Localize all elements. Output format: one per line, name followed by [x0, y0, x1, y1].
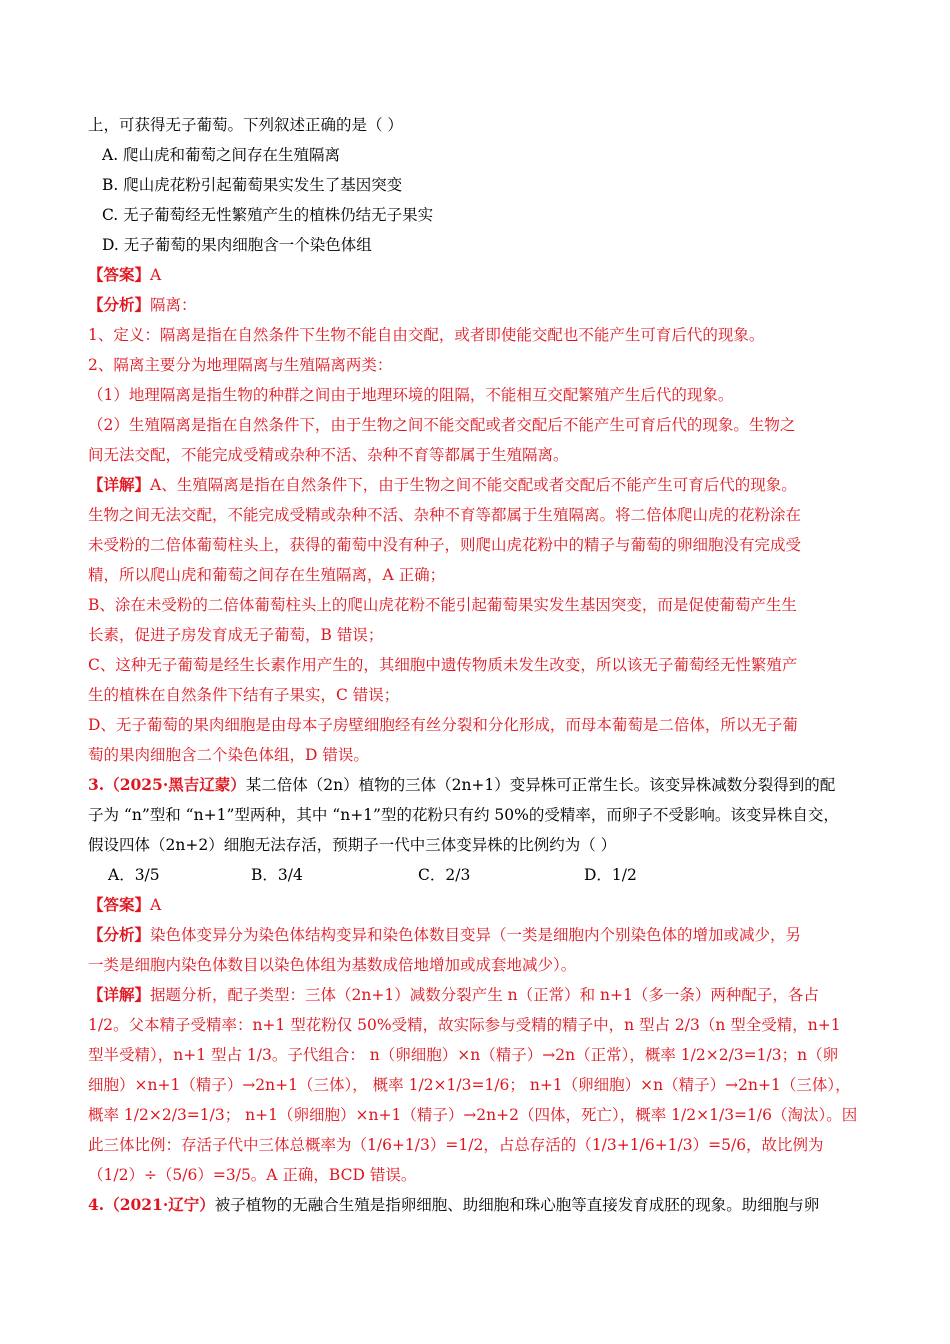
- q3-source: （2025·黑吉辽蒙）: [104, 775, 246, 794]
- q3-detail-line: 概率 1/2×2/3=1/3； n+1（卵细胞）×n+1（精子）→2n+2（四体，死亡），概率 1/2×1/3=1/6（淘汰）。因: [88, 1106, 858, 1124]
- q3-stem-text: 某二倍体（2n）植物的三体（2n+1）变异株可正常生长。该变异株减数分裂得到的配: [245, 776, 836, 794]
- q3-detail-line: （1/2）÷（5/6）=3/5。A 正确，BCD 错误。: [88, 1166, 417, 1184]
- q3-number: 3.: [88, 775, 105, 794]
- q3-option-d: D．1/2: [584, 866, 637, 884]
- q3-stem-first: [88, 770, 868, 800]
- q3-answer: [88, 890, 868, 920]
- analysis-label: 【分析】: [88, 925, 151, 944]
- analysis-text: 染色体变异分为染色体结构变异和染色体数目变异（一类是细胞内个别染色体的增加或减少，另: [150, 926, 802, 944]
- answer-value: A: [150, 266, 162, 284]
- q2-option-d: D. 无子葡萄的果肉细胞含一个染色体组: [102, 236, 372, 254]
- q2-stem-tail: 上，可获得无子葡萄。下列叙述正确的是（ ）: [88, 116, 403, 134]
- q2-detail-line: 未受粉的二倍体葡萄柱头上，获得的葡萄中没有种子，则爬山虎花粉中的精子与葡萄的卵细胞没有完成受: [88, 536, 802, 554]
- q3-option-a: A．3/5: [108, 866, 160, 884]
- q2-detail-line: 萄的果肉细胞含二个染色体组，D 错误。: [88, 746, 369, 764]
- analysis-label: 【分析】: [88, 295, 151, 314]
- document-page: [88, 110, 868, 1220]
- q3-stem-line: 子为 “n”型和 “n+1”型两种，其中 “n+1”型的花粉只有约 50%的受精率，而卵子不受影响。该变异株自交，: [88, 806, 839, 824]
- q3-detail-head: [88, 980, 868, 1010]
- q2-detail-line: 生物之间无法交配，不能完成受精或杂种不活、杂种不育等都属于生殖隔离。将二倍体爬山虎的花粉涂在: [88, 506, 802, 524]
- q2-analysis-line: （1）地理隔离是指生物的种群之间由于地理环境的阻隔，不能相互交配繁殖产生后代的现象。: [88, 386, 734, 404]
- q2-detail-line: C、这种无子葡萄是经生长素作用产生的，其细胞中遗传物质未发生改变，所以该无子葡萄经无性繁殖产: [88, 656, 798, 674]
- detail-text: 据题分析，配子类型：三体（2n+1）减数分裂产生 n（正常）和 n+1（多一条）两种配子，各占: [150, 986, 819, 1004]
- q4-stem-text: 被子植物的无融合生殖是指卵细胞、助细胞和珠心胞等直接发育成胚的现象。助细胞与卵: [214, 1196, 820, 1214]
- q3-detail-line: 此三体比例：存活子代中三体总概率为（1/6+1/3）=1/2，占总存活的（1/3+1/6+1/3）=5/6，故比例为: [88, 1136, 824, 1154]
- q2-detail-line: 长素，促进子房发育成无子葡萄，B 错误；: [88, 626, 384, 644]
- q2-option-a: A. 爬山虎和葡萄之间存在生殖隔离: [102, 146, 341, 164]
- q2-detail-head: [88, 470, 868, 500]
- q3-option-c: C．2/3: [418, 866, 471, 884]
- detail-label: 【详解】: [88, 475, 151, 494]
- q2-answer: [88, 260, 868, 290]
- answer-label: 【答案】: [88, 265, 151, 284]
- q2-detail-line: 生的植株在自然条件下结有子果实，C 错误；: [88, 686, 400, 704]
- q2-detail-line: B、涂在未受粉的二倍体葡萄柱头上的爬山虎花粉不能引起葡萄果实发生基因突变，而是促使葡萄产生生: [88, 596, 797, 614]
- q2-analysis-line: 1、定义：隔离是指在自然条件下生物不能自由交配，或者即使能交配也不能产生可育后代的现象。: [88, 326, 765, 344]
- q3-detail-line: 细胞）×n+1（精子）→2n+1（三体）， 概率 1/2×1/3=1/6； n+1（卵细胞）×n（精子）→2n+1（三体），: [88, 1076, 851, 1094]
- q2-analysis-line: 间无法交配，不能完成受精或杂种不活、杂种不育等都属于生殖隔离。: [88, 446, 569, 464]
- q2-detail-line: D、无子葡萄的果肉细胞是由母本子房壁细胞经有丝分裂和分化形成，而母本葡萄是二倍体，所以无子葡: [88, 716, 798, 734]
- q2-analysis-line: （2）生殖隔离是指在自然条件下，由于生物之间不能交配或者交配后不能产生可育后代的现象。生物之: [88, 416, 796, 434]
- detail-text: A、生殖隔离是指在自然条件下，由于生物之间不能交配或者交配后不能产生可育后代的现象。: [150, 476, 797, 494]
- q4-stem-first: [88, 1190, 868, 1220]
- q2-analysis-head: [88, 290, 868, 320]
- q3-analysis-line: 一类是细胞内染色体数目以染色体组为基数成倍地增加或成套地减少）。: [88, 956, 577, 974]
- q3-options: [88, 860, 868, 890]
- q2-detail-line: 精，所以爬山虎和葡萄之间存在生殖隔离，A 正确；: [88, 566, 446, 584]
- analysis-text: 隔离：: [150, 296, 197, 314]
- q2-analysis-line: 2、隔离主要分为地理隔离与生殖隔离两类：: [88, 356, 393, 374]
- q2-option-c: C. 无子葡萄经无性繁殖产生的植株仍结无子果实: [102, 206, 434, 224]
- q3-stem-line: 假设四体（2n+2）细胞无法存活，预期子一代中三体变异株的比例约为（ ）: [88, 836, 617, 854]
- answer-value: A: [150, 896, 162, 914]
- q4-source: （2021·辽宁）: [104, 1195, 215, 1214]
- answer-label: 【答案】: [88, 895, 151, 914]
- q3-option-b: B．3/4: [251, 866, 303, 884]
- q3-detail-line: 型半受精），n+1 型占 1/3。子代组合： n（卵细胞）×n（精子）→2n（正常），概率 1/2×2/3=1/3；n（卵: [88, 1046, 839, 1064]
- q3-analysis-head: [88, 920, 868, 950]
- q2-option-b: B. 爬山虎花粉引起葡萄果实发生了基因突变: [102, 176, 403, 194]
- detail-label: 【详解】: [88, 985, 151, 1004]
- q3-detail-line: 1/2。父本精子受精率：n+1 型花粉仅 50%受精，故实际参与受精的精子中，n 型占 2/3（n 型全受精，n+1: [88, 1016, 841, 1034]
- q4-number: 4.: [88, 1195, 105, 1214]
